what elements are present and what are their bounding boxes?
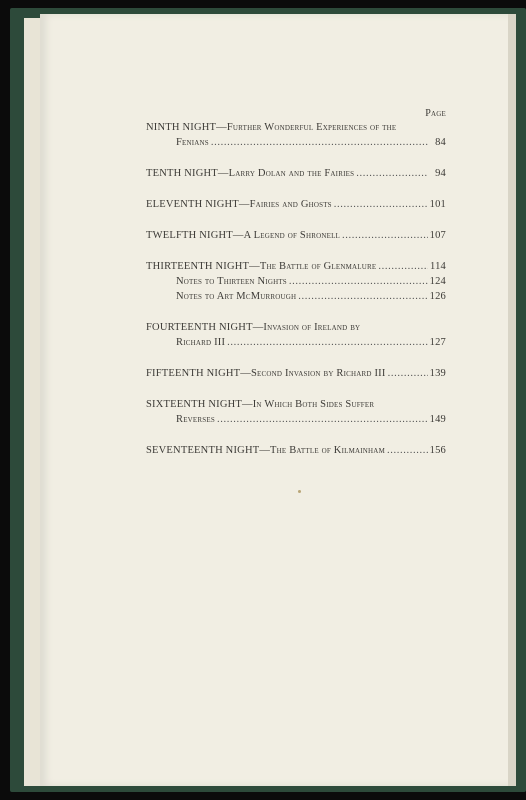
toc-line [146, 228, 446, 243]
toc-line [146, 274, 446, 289]
table-of-contents [146, 108, 446, 474]
entry-subtitle: —Second Invasion by Richard III [240, 368, 386, 379]
entry-subtitle: —A Legend of Shronell [232, 230, 341, 241]
entry-subtitle: Notes to Thirteen Nights [176, 276, 287, 287]
entry-subtitle: —The Battle of Glenmalure [249, 261, 377, 272]
leader-dots [387, 443, 428, 458]
entry-main-title: TENTH NIGHT [146, 168, 218, 179]
leader-dots [334, 197, 428, 212]
entry-subtitle: —In Which Both Sides Suffer [242, 399, 375, 410]
leader-dots [211, 135, 428, 150]
entry-subtitle: Fenians [176, 137, 209, 148]
leader-dots [378, 259, 428, 274]
paper-spot [298, 490, 301, 493]
page-number: 139 [429, 368, 446, 379]
entry-subtitle: —The Battle of Kilmainham [259, 445, 385, 456]
toc-entry [146, 120, 446, 150]
entry-main-title: ELEVENTH NIGHT [146, 199, 239, 210]
entry-main-title: NINTH NIGHT [146, 122, 217, 133]
toc-entry [146, 228, 446, 243]
toc-entries [146, 120, 446, 458]
toc-entry [146, 320, 446, 350]
leader-dots [298, 289, 427, 304]
entry-main-title: FIFTEENTH NIGHT [146, 368, 241, 379]
leader-dots [356, 166, 428, 181]
page-edge-right [508, 14, 516, 786]
entry-main-title: TWELFTH NIGHT [146, 230, 233, 241]
page-number: 101 [429, 199, 446, 210]
toc-line [146, 120, 446, 135]
page-column-heading: Page [425, 108, 446, 119]
page-number: 114 [430, 261, 446, 272]
toc-line [146, 412, 446, 427]
toc-entry [146, 366, 446, 381]
toc-line [146, 289, 446, 304]
leader-dots [342, 228, 428, 243]
toc-line [146, 166, 446, 181]
toc-entry [146, 259, 446, 304]
toc-entry [146, 397, 446, 427]
entry-subtitle: —Further Wonderful Experiences of the [216, 122, 397, 133]
entry-main-title: SEVENTEENTH NIGHT [146, 445, 260, 456]
page-number: 84 [435, 137, 446, 148]
entry-main-title: FOURTEENTH NIGHT [146, 322, 253, 333]
entry-subtitle: —Larry Dolan and the Fairies [217, 168, 355, 179]
toc-line [146, 197, 446, 212]
toc-line [146, 366, 446, 381]
page-number: 126 [429, 291, 446, 302]
page-number: 156 [429, 445, 446, 456]
page-number: 107 [429, 230, 446, 241]
toc-line [146, 135, 446, 150]
entry-main-title: SIXTEENTH NIGHT [146, 399, 243, 410]
leader-dots [227, 335, 427, 350]
toc-line [146, 335, 446, 350]
toc-entry [146, 443, 446, 458]
toc-line [146, 443, 446, 458]
entry-subtitle: Reverses [176, 414, 215, 425]
toc-line [146, 397, 446, 412]
leader-dots [289, 274, 428, 289]
entry-main-title: THIRTEENTH NIGHT [146, 261, 250, 272]
leader-dots [388, 366, 428, 381]
toc-line [146, 320, 446, 335]
entry-subtitle: —Fairies and Ghosts [238, 199, 332, 210]
page-number: 149 [429, 414, 446, 425]
page-number: 124 [429, 276, 446, 287]
leader-dots [217, 412, 428, 427]
page-number: 94 [435, 168, 446, 179]
entry-subtitle: —Invasion of Ireland by [252, 322, 361, 333]
page-number: 127 [429, 337, 446, 348]
entry-subtitle: Notes to Art McMurrough [176, 291, 297, 302]
toc-entry [146, 166, 446, 181]
entry-subtitle: Richard III [176, 337, 226, 348]
toc-entry [146, 197, 446, 212]
toc-line [146, 259, 446, 274]
